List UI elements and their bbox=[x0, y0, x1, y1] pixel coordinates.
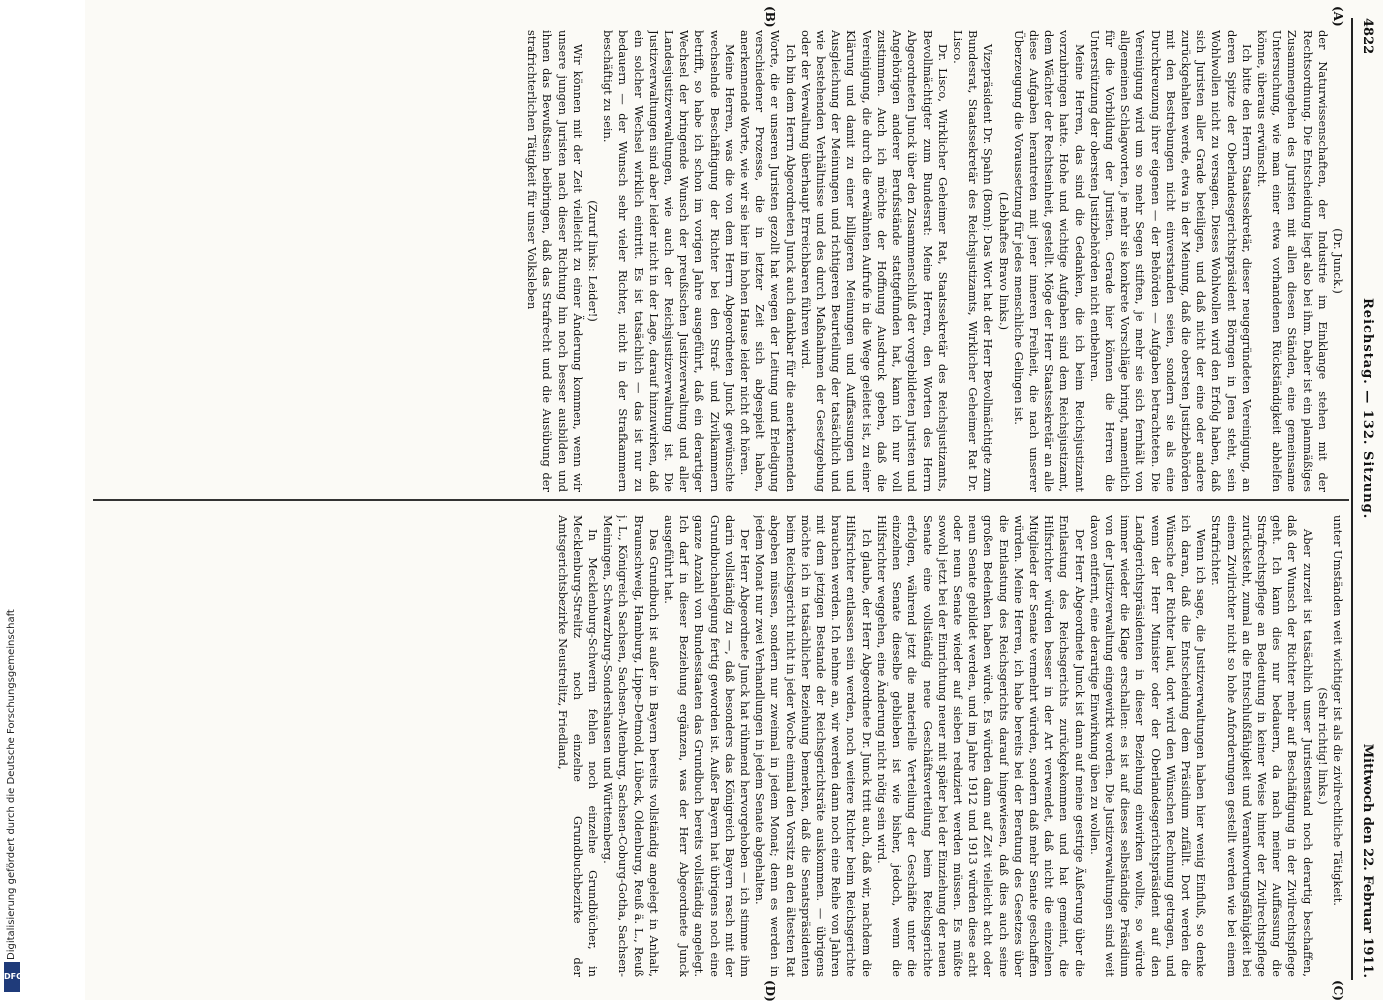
paragraph: Dr. Lisco, Wirklicher Geheimer Rat, Staatssekretär des Reichsjustizamts, Bevollmächtigter zum Bundesrat: Meine Herren, den Worten des Herrn Abgeordneten Junck über den Zusammenschluß der vorgebildeten Juristen und Angehörigen anderer Berufsstände stattgefunden hat, kann ich nur voll zustimmen. Auch ich möchte der Hoffnung Ausdruck geben, daß die Vereinigung, die durch die erwähnten Aufrufe in die Wege geleitet ist, zu einer Klärung und damit zu einer billigeren Meinungen und Auffassungen und Ausgleichung der Meinungen und richtigeren Beurteilung der tatsächlich und wie bestehenden Verhältnisse und des durch Maßnahmen der Gesetzgebung oder der Verwaltung überhaupt Erreichbaren führen wird. bbox=[798, 30, 950, 492]
digitization-footer bbox=[2, 0, 24, 1000]
document-page bbox=[85, 0, 1383, 1000]
funding-credit: Digitalisierung gefördert durch die Deutsche Forschungsgemeinschaft bbox=[6, 609, 17, 960]
paragraph: Ich glaube, der Herr Abgeordnete Dr. Junck tritt auch, daß wir, nachdem die Hilfsrichter entlassen sein werden, noch weitere Richter beim Reichsgerichte brauchen werden. Ich nehme an, wir werden dann noch eine Reihe von Jahren mit dem jetzigen Bestande der Reichsgerichtsräte auskommen. — übrigens möchte ich in tatsächlicher Beziehung bemerken, daß die Senatspräsidenten beim Reichsgericht nicht in jeder Woche einmal den Vorsitz an den ältesten Rat abgeben müssen, sondern nur zweimal in jedem Monat; denn es werden in jedem Monat nur zwei Verhandlungen in jedem Senate abgehalten. bbox=[753, 515, 874, 977]
paragraph: Aber zurzeit ist tatsächlich unser Juristenstand noch derartig beschaffen, daß der Wunsch der Richter mehr auf Beschäftigung in der Zivilrechtspflege geht. Ich kann dies nur bedauern, da nach meiner Auffassung die Strafrechtspflege an Bedeutung in keiner Weise hinter der Zivilrechtspflege zurücksteht, zumal an die Entschlußfähigkeit und Verantwortungsfähigkeit bei einem Zivilrichter nicht so hohe Anforderungen gestellt werden wie bei einem Strafrichter. bbox=[1209, 515, 1315, 977]
paragraph: Meine Herren, das sind die Gedanken, die ich beim Reichsjustizamt vorzubringen hatte. Hohe und wichtige Aufgaben sind dem Reichsjustizamt, dem Wächter der Rechtseinheit, gestellt. Möge der Herr Staatssekretär an alle diese Aufgaben herantreten mit jener inneren Freiheit, die nach unserer Überzeugung die Voraussetzung für jedes menschliche Gelingen ist. bbox=[1011, 30, 1087, 492]
applause-note: (Lebhaftes Bravo links.) bbox=[996, 191, 1011, 331]
paragraph: Der Herr Abgeordnete Junck hat rühmend hervorgehoben — ich stimme ihm darin vollständig zu —, daß besonders das Königreich Bayern rasch mit der Grundbuchanlegung fertig geworden ist. Außer Bayern hat übrigens noch eine ganze Anzahl von Bundesstaaten das Grundbuch bereits vollständig angelegt. Ich darf in dieser Beziehung ergänzen, was der Herr Abgeordnete Junck ausgeführt hat. bbox=[662, 515, 753, 977]
speaker-tag: (Dr. Junck.) bbox=[1331, 228, 1345, 294]
session-date: Mittwoch den 22. Februar 1911. bbox=[1360, 743, 1375, 978]
applause-note: (Sehr richtig! links.) bbox=[1315, 687, 1330, 805]
margin-marker-b: (B) bbox=[763, 6, 777, 28]
paragraph: der Naturwissenschaften, der Industrie im Einklange stehen mit der Rechtsordnung. Die Entscheidung liegt also bei ihm. Daher ist ein planmäßiges Zusammengehen des Juristen mit allen diesen Ständen, eine gemeinsame Untersuchung, wie man einer etwa vorhandenen Rückständigkeit abhelfen könne, überaus erwünscht. bbox=[1254, 30, 1330, 492]
column-divider bbox=[93, 499, 1349, 501]
header-rule bbox=[1351, 18, 1353, 980]
right-column bbox=[95, 515, 1345, 977]
paragraph: Vizepräsident Dr. Spahn (Bonn): Das Wort hat der Herr Bevollmächtigte zum Bundesrat, Staatssekretär des Reichsjustizamts, Wirklicher Geheimer Rat Dr. Lisco. bbox=[950, 30, 996, 492]
paragraph: Ich bin dem Herrn Abgeordneten Junck auch dankbar für die anerkennenden Worte, die er unseren Juristen gezollt hat wegen der Leitung und Erledigung verschiedener Prozesse, die in letzter Zeit sich abgespielt haben, anerkennende Worte, wie wir sie hier im hohen Hause leider nicht oft hören. bbox=[738, 30, 798, 492]
left-column bbox=[95, 30, 1345, 492]
paragraph: Meine Herren, was die von dem Herrn Abgeordneten Junck gewünschte wechselnde Beschäftigung der Richter bei den Straf- und Zivilkammern betrifft, so habe ich schon im vorigen Jahre ausgeführt, daß ein derartiger Wechsel der bringende Wunsch der preußischen Justizverwaltung und aller Landesjustizverwaltungen, wie auch der Reichsjustizverwaltung ist. Die Justizverwaltungen sind aber leider nicht in der Lage, darauf hinzuwirken, daß ein solcher Wechsel wirklich eintritt. Es ist tatsächlich — das ist nur zu bedauern — der Wunsch sehr vieler Richter, nicht in der Strafkammern beschäftigt zu sein. bbox=[601, 30, 737, 492]
margin-marker-d: (D) bbox=[763, 980, 777, 1002]
page-header bbox=[1355, 18, 1377, 978]
dfg-logo: DFG bbox=[4, 962, 20, 992]
paragraph: Der Herr Abgeordnete Junck ist dann auf meine gestrige Äußerung über die Entlastung des Reichsgerichts zurückgekommen und hat gemeint, die Hilfsrichter würden besser in der Art verwendet, daß nicht die einzelnen Mitglieder der Senate vermehrt würden, sondern daß mehr Senate geschaffen würden. Meine Herren, ich habe bereits bei der Beratung des Gesetzes über die Entlastung des Reichsgerichts darauf hingewiesen, daß dies auch seine großen Bedenken haben würde. Es würden dann auf Zeit vielleicht acht oder neun Senate gebildet werden, und im Jahre 1912 und 1913 würden diese acht oder neun Senate wieder auf sieben reduziert werden müssen. Es müßte sowohl jetzt bei der Einrichtung neuer mit später bei der Einziehung der neuen Senate eine vollständig neue Geschäftsverteilung beim Reichsgerichte erfolgen, während jetzt die materielle Verteilung der Geschäfte unter die einzelnen Senate dieselbe geblieben ist wie bisher, jedoch, wenn die Hilfsrichter weggehen, eine Änderung nicht nötig sein wird. bbox=[874, 515, 1087, 977]
margin-marker-c: (C) bbox=[1331, 980, 1345, 1001]
paragraph: unter Umständen weit wichtiger ist als die zivilrechtliche Tätigkeit. bbox=[1331, 515, 1345, 906]
paragraph: Das Grundbuch ist außer in Bayern bereits vollständig angelegt in Anhalt, Braunschweig, Hamburg, Lippe-Detmold, Lübeck, Oldenburg, Reuß ä. L., Reuß j. L., Königreich Sachsen, Sachsen-Altenburg, Sachsen-Coburg-Gotha, Sachsen-Meiningen, Schwarzburg-Sondershausen und Württemberg. bbox=[601, 515, 661, 977]
running-title: Reichstag. — 132. Sitzung. bbox=[1360, 298, 1375, 520]
paragraph: Wenn ich sage, die Justizverwaltungen haben hier wenig Einfluß, so denke ich daran, daß die Entscheidung dem Präsidium zufällt. Dort werden die Wünsche der Richter laut, dort wird den Wünschen Rechnung getragen, und wenn der Herr Minister oder der Oberlandesgerichtspräsident auf den Landgerichtspräsidenten in dieser Beziehung einwirken wollte, so würde immer wieder die Klage erschallen: es ist auf dieses selbständige Präsidium von der Justizverwaltung eingewirkt worden. Die Justizverwaltungen sind weit davon entfernt, eine derartige Einwirkung üben zu wollen. bbox=[1087, 515, 1209, 977]
paragraph: Ich bitte den Herrn Staatssekretär, dieser neugegründeten Vereinigung, an deren Spitze der Oberlandesgerichtspräsident Börngen in Jena steht, sein Wohlwollen nicht zu versagen. Dieses Wohlwollen wird den Erfolg haben, daß sich Juristen aller Grade beteiligen, und daß nicht der eine oder andere zurückgehalten werde, etwa in der Meinung, daß die obersten Justizbehörden mit den Bestrebungen nicht einverstanden seien, sondern sie als eine Durchkreuzung ihrer eigenen — der Behörden — Aufgaben betrachteten. Die Vereinigung wird um so mehr Segen stiften, je mehr sie sich fernhält von allgemeinen Schlagworten, je mehr sie konkrete Vorschläge bringt, namentlich für die Vorbildung der Juristen. Gerade hier können die Herren die Unterstützung der obersten Justizbehörden nicht entbehren. bbox=[1087, 30, 1254, 492]
margin-marker-a: (A) bbox=[1331, 6, 1345, 27]
page-number: 4822 bbox=[1360, 18, 1375, 55]
paragraph: Wir können mit der Zeit vielleicht zu einer Änderung kommen, wenn wir unsere jungen Juristen nach dieser Richtung hin noch besser ausbilden und ihnen das Bewußtsein beibringen, daß das Strafrecht und die Ausübung der strafrichterlichen Tätigkeit für unser Volksleben bbox=[525, 30, 585, 492]
interjection-note: (Zuruf links: Leider!) bbox=[586, 200, 601, 322]
paragraph: In Mecklenburg-Schwerin fehlen noch einzelne Grundbücher, in Mecklenburg-Strelitz noch einzelne Grundbuchbezirke der Amtsgerichtsbezirke Neustrelitz, Friedland, bbox=[555, 515, 601, 977]
